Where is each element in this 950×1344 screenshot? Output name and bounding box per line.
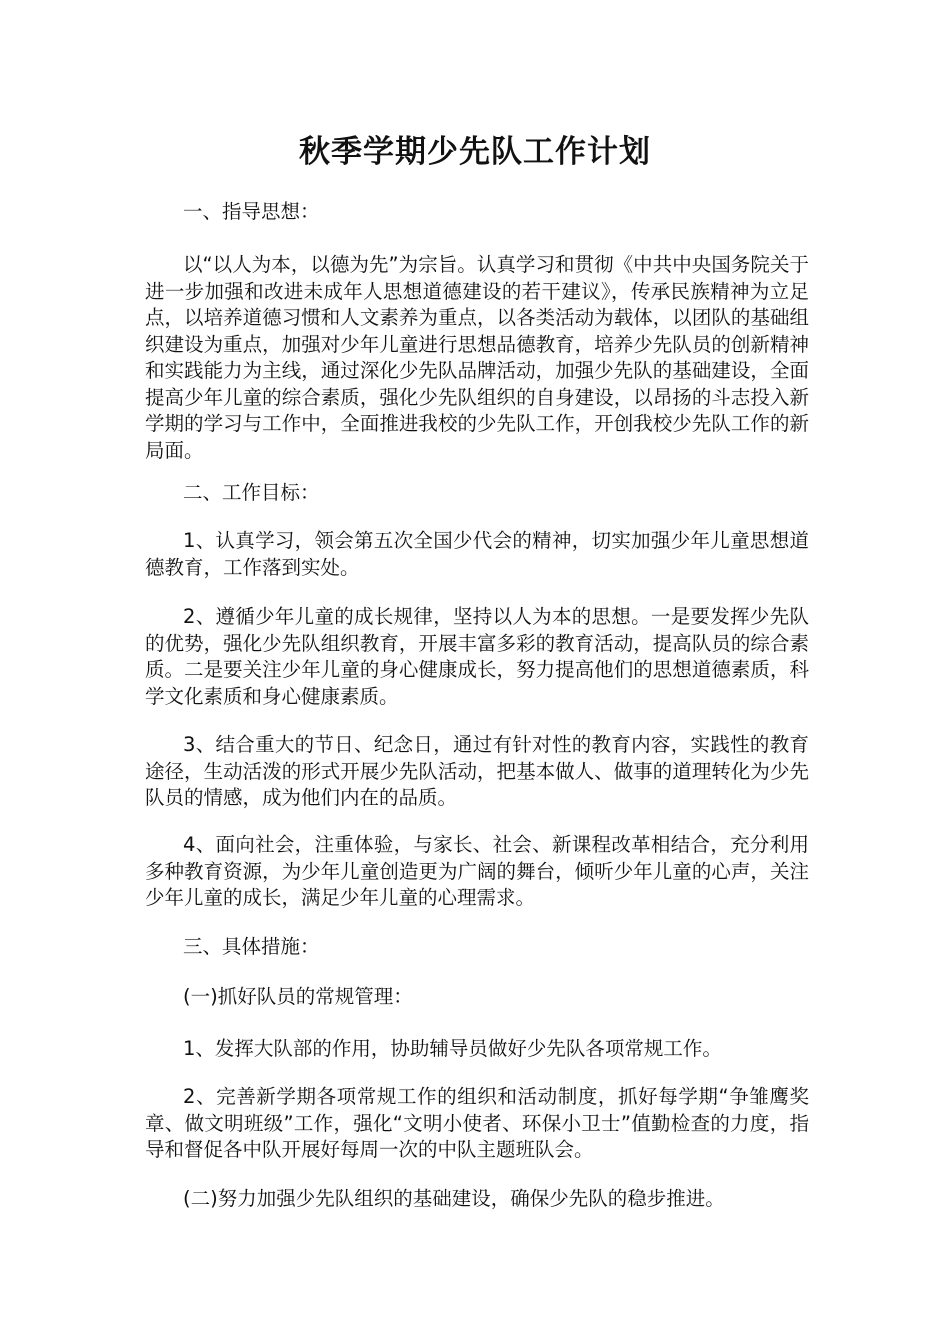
subsection-heading-routine-management: (一)抓好队员的常规管理：: [183, 985, 413, 1008]
document-title: 秋季学期少先队工作计划: [299, 134, 651, 170]
paragraph-goal-2: 2、遵循少年儿童的成长规律，坚持以人为本的思想。一是要发挥少先队的优势，强化少先队组织教育，开展丰富多彩的教育活动，提高队员的综合素质。二是要关注少年儿童的身心健康成长，努力提高他们的思想道德素质，科学文化素质和身心健康素质。: [145, 605, 809, 708]
section-heading-work-goals: 二、工作目标：: [183, 481, 320, 504]
paragraph-goal-4: 4、面向社会，注重体验，与家长、社会、新课程改革相结合，充分利用多种教育资源，为少年儿童创造更为广阔的舞台，倾听少年儿童的心声，关注少年儿童的成长，满足少年儿童的心理需求。: [145, 833, 809, 909]
section-heading-measures: 三、具体措施：: [183, 935, 320, 958]
paragraph-guiding-ideology: 以“以人为本，以德为先”为宗旨。认真学习和贯彻《中共中央国务院关于进一步加强和改进未成年人思想道德建设的若干建议》，传承民族精神为立足点，以培养道德习惯和人文素养为重点，以各类活动为载体，以团队的基础组织建设为重点，加强对少年儿童进行思想品德教育，培养少先队员的创新精神和实践能力为主线，通过深化少先队品牌活动，加强少先队的基础建设，全面提高少年儿童的综合素质，强化少先队组织的自身建设，以昂扬的斗志投入新学期的学习与工作中，全面推进我校的少先队工作，开创我校少先队工作的新局面。: [145, 253, 809, 462]
paragraph-goal-1: 1、认真学习，领会第五次全国少代会的精神，切实加强少年儿童思想道德教育，工作落到实处。: [145, 529, 809, 579]
section-heading-guiding-ideology: 一、指导思想：: [183, 200, 320, 223]
paragraph-measure-2: 2、完善新学期各项常规工作的组织和活动制度，抓好每学期“争雏鹰奖章、做文明班级”工作，强化“文明小使者、环保小卫士”值勤检查的力度，指导和督促各中队开展好每周一次的中队主题班队会。: [145, 1085, 809, 1161]
paragraph-measure-1: 1、发挥大队部的作用，协助辅导员做好少先队各项常规工作。: [183, 1037, 722, 1060]
subsection-heading-foundation-building: (二)努力加强少先队组织的基础建设，确保少先队的稳步推进。: [183, 1187, 725, 1210]
paragraph-goal-3: 3、结合重大的节日、纪念日，通过有针对性的教育内容，实践性的教育途径，生动活泼的形式开展少先队活动，把基本做人、做事的道理转化为少先队员的情感，成为他们内在的品质。: [145, 733, 809, 809]
